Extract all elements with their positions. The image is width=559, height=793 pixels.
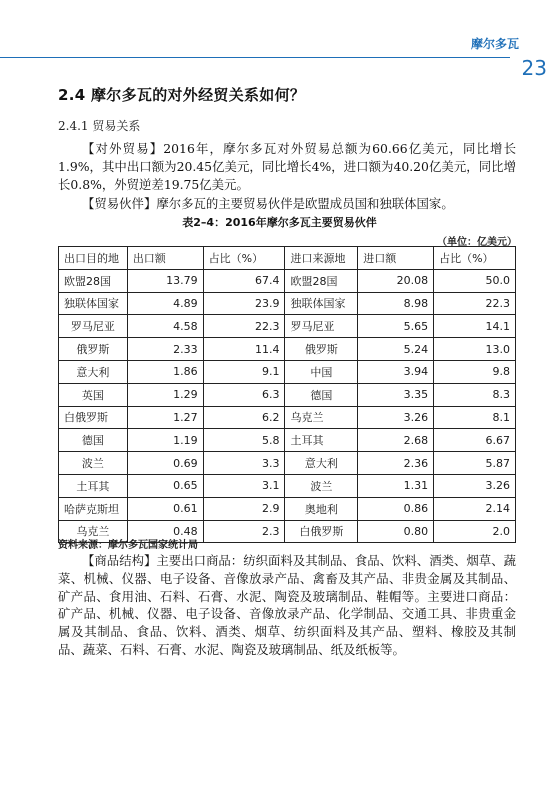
export-share-cell: 2.9 xyxy=(203,497,285,520)
import-source-cell: 意大利 xyxy=(285,452,358,475)
export-destination-cell: 波兰 xyxy=(59,452,128,475)
paragraph-trade-volume: 【对外贸易】2016年，摩尔多瓦对外贸易总额为60.66亿美元，同比增长1.9%，其中出口额为20.45亿美元，同比增长4%，进口额为40.20亿美元，同比增长0.8%，外贸逆差19.75亿美元。 xyxy=(58,141,516,192)
header-export-share: 占比（%） xyxy=(203,247,285,270)
export-share-cell: 22.3 xyxy=(203,315,285,338)
import-share-cell: 22.3 xyxy=(434,292,516,315)
export-share-cell: 3.3 xyxy=(203,452,285,475)
import-share-cell: 13.0 xyxy=(434,338,516,361)
table-title: 表2–4：2016年摩尔多瓦主要贸易伙伴 xyxy=(182,216,377,229)
export-destination-cell: 意大利 xyxy=(59,360,128,383)
export-destination-cell: 德国 xyxy=(59,429,128,452)
table-row xyxy=(59,360,516,383)
import-share-cell: 8.3 xyxy=(434,383,516,406)
import-value-cell: 0.80 xyxy=(358,520,434,543)
export-value-cell: 2.33 xyxy=(127,338,203,361)
table-row xyxy=(59,338,516,361)
import-share-cell: 5.87 xyxy=(434,452,516,475)
export-destination-cell: 独联体国家 xyxy=(59,292,128,315)
import-share-cell: 9.8 xyxy=(434,360,516,383)
export-value-cell: 0.48 xyxy=(127,520,203,543)
import-share-cell: 3.26 xyxy=(434,474,516,497)
export-destination-cell: 欧盟28国 xyxy=(59,269,128,292)
export-value-cell: 0.65 xyxy=(127,474,203,497)
table-row xyxy=(59,269,516,292)
export-value-cell: 4.89 xyxy=(127,292,203,315)
header-export-value: 出口额 xyxy=(127,247,203,270)
table-row xyxy=(59,383,516,406)
export-share-cell: 6.3 xyxy=(203,383,285,406)
export-value-cell: 1.19 xyxy=(127,429,203,452)
header-import-value: 进口额 xyxy=(358,247,434,270)
export-destination-cell: 哈萨克斯坦 xyxy=(59,497,128,520)
import-share-cell: 2.0 xyxy=(434,520,516,543)
export-share-cell: 23.9 xyxy=(203,292,285,315)
table-row xyxy=(59,292,516,315)
export-value-cell: 4.58 xyxy=(127,315,203,338)
export-value-cell: 1.27 xyxy=(127,406,203,429)
export-destination-cell: 乌克兰 xyxy=(59,520,128,543)
export-value-cell: 1.29 xyxy=(127,383,203,406)
table-header-row xyxy=(59,247,516,270)
import-value-cell: 3.35 xyxy=(358,383,434,406)
export-share-cell: 6.2 xyxy=(203,406,285,429)
header-country-name: 摩尔多瓦 xyxy=(470,37,519,51)
import-value-cell: 5.65 xyxy=(358,315,434,338)
table-row xyxy=(59,315,516,338)
import-source-cell: 罗马尼亚 xyxy=(285,315,358,338)
header-import-share: 占比（%） xyxy=(434,247,516,270)
export-share-cell: 2.3 xyxy=(203,520,285,543)
export-share-cell: 67.4 xyxy=(203,269,285,292)
import-source-cell: 欧盟28国 xyxy=(285,269,358,292)
paragraph-trade-partners: 【贸易伙伴】摩尔多瓦的主要贸易伙伴是欧盟成员国和独联体国家。 xyxy=(82,196,454,211)
table-row xyxy=(59,452,516,475)
table-row xyxy=(59,406,516,429)
import-share-cell: 14.1 xyxy=(434,315,516,338)
export-destination-cell: 俄罗斯 xyxy=(59,338,128,361)
table-row xyxy=(59,497,516,520)
import-source-cell: 乌克兰 xyxy=(285,406,358,429)
table-row xyxy=(59,474,516,497)
import-value-cell: 8.98 xyxy=(358,292,434,315)
import-value-cell: 20.08 xyxy=(358,269,434,292)
export-destination-cell: 罗马尼亚 xyxy=(59,315,128,338)
export-destination-cell: 白俄罗斯 xyxy=(59,406,128,429)
subsection-title: 2.4.1 贸易关系 xyxy=(58,119,141,133)
import-share-cell: 2.14 xyxy=(434,497,516,520)
import-source-cell: 奥地利 xyxy=(285,497,358,520)
import-share-cell: 6.67 xyxy=(434,429,516,452)
import-source-cell: 中国 xyxy=(285,360,358,383)
import-source-cell: 独联体国家 xyxy=(285,292,358,315)
import-source-cell: 波兰 xyxy=(285,474,358,497)
export-value-cell: 0.69 xyxy=(127,452,203,475)
import-share-cell: 8.1 xyxy=(434,406,516,429)
header-export-destination: 出口目的地 xyxy=(59,247,128,270)
export-destination-cell: 英国 xyxy=(59,383,128,406)
import-value-cell: 1.31 xyxy=(358,474,434,497)
export-share-cell: 5.8 xyxy=(203,429,285,452)
export-value-cell: 13.79 xyxy=(127,269,203,292)
export-share-cell: 9.1 xyxy=(203,360,285,383)
import-value-cell: 2.36 xyxy=(358,452,434,475)
import-source-cell: 白俄罗斯 xyxy=(285,520,358,543)
import-value-cell: 3.94 xyxy=(358,360,434,383)
header-import-source: 进口来源地 xyxy=(285,247,358,270)
export-value-cell: 1.86 xyxy=(127,360,203,383)
paragraph-commodity-structure: 【商品结构】主要出口商品：纺织面料及其制品、食品、饮料、酒类、烟草、蔬菜、机械、仪器、电子设备、音像放录产品、禽畜及其产品、非贵金属及其制品、矿产品、食用油、石料、石膏、水泥、陶瓷及玻璃制品、鞋帽等。主要进口商品：矿产品、机械、仪器、电子设备、音像放录产品、化学制品、交通工具、非贵重金属及其制品、食品、饮料、酒类、烟草、纺织面料及其产品、塑料、橡胶及其制品、蔬菜、石料、石膏、水泥、陶瓷及玻璃制品、纸及纸板等。 xyxy=(58,553,516,657)
import-value-cell: 3.26 xyxy=(358,406,434,429)
import-value-cell: 5.24 xyxy=(358,338,434,361)
section-title: 2.4 摩尔多瓦的对外经贸关系如何？ xyxy=(58,86,306,104)
import-source-cell: 土耳其 xyxy=(285,429,358,452)
page-number: 23 xyxy=(521,56,547,80)
import-share-cell: 50.0 xyxy=(434,269,516,292)
table-source-note: 资料来源：摩尔多瓦国家统计局 xyxy=(58,540,198,551)
export-share-cell: 3.1 xyxy=(203,474,285,497)
import-source-cell: 德国 xyxy=(285,383,358,406)
table-row xyxy=(59,429,516,452)
trade-partners-table xyxy=(58,246,516,543)
header-rule xyxy=(0,57,510,58)
export-value-cell: 0.61 xyxy=(127,497,203,520)
import-source-cell: 俄罗斯 xyxy=(285,338,358,361)
export-destination-cell: 土耳其 xyxy=(59,474,128,497)
import-value-cell: 2.68 xyxy=(358,429,434,452)
table-unit: （单位：亿美元） xyxy=(437,237,517,248)
export-share-cell: 11.4 xyxy=(203,338,285,361)
import-value-cell: 0.86 xyxy=(358,497,434,520)
